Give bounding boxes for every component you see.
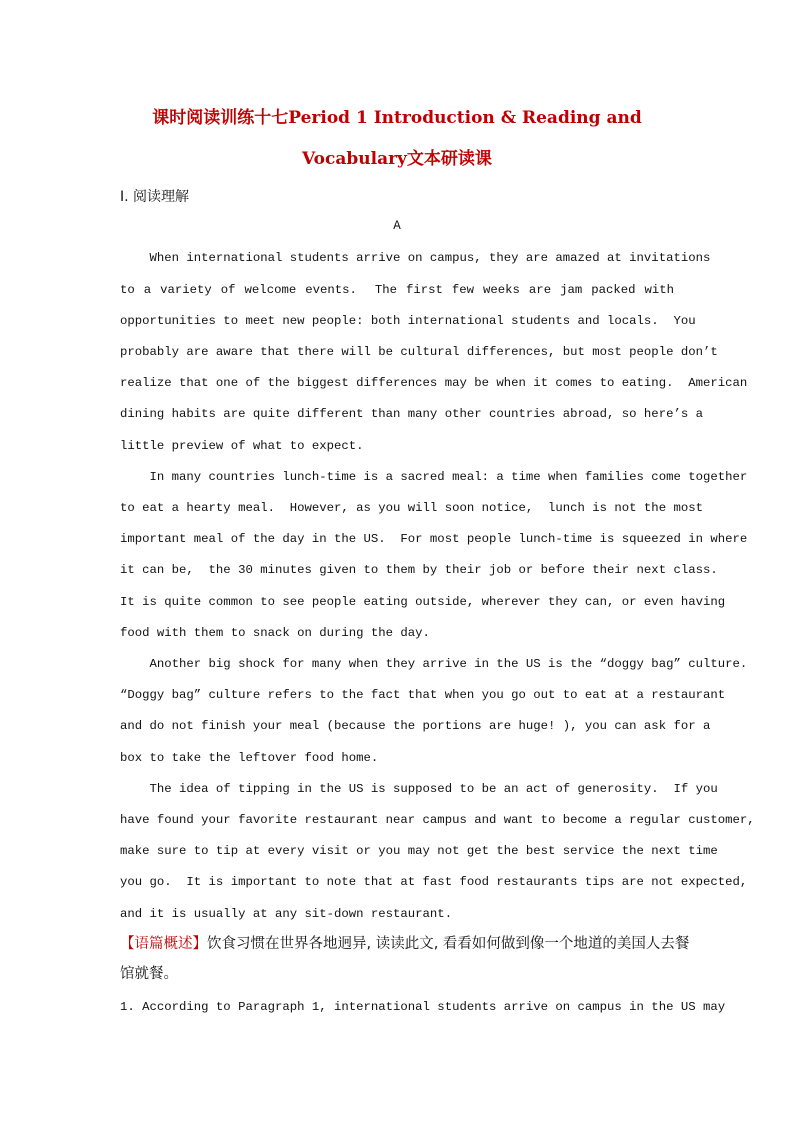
passage-line: The idea of tipping in the US is supposed to be an act of generosity. If you <box>120 782 718 796</box>
passage-label: A <box>393 219 401 233</box>
passage-line: to eat a hearty meal. However, as you will soon notice, lunch is not the most <box>120 501 703 515</box>
passage-line: food with them to snack on during the day. <box>120 626 430 640</box>
summary-line-1 <box>120 934 690 954</box>
passage-line: opportunities to meet new people: both international students and locals. You <box>120 314 696 328</box>
passage-line: and it is usually at any sit-down restaurant. <box>120 907 453 921</box>
title-line-1: 课时阅读训练十七Period 1 Introduction & Reading and <box>152 108 642 128</box>
passage-line: it can be, the 30 minutes given to them by their job or before their next class. <box>120 563 718 577</box>
passage-line: probably are aware that there will be cultural differences, but most people don’t <box>120 345 718 359</box>
passage-line: to a variety of welcome events. The first few weeks are jam packed with <box>120 283 674 297</box>
passage-line: When international students arrive on campus, they are amazed at invitations <box>120 251 711 265</box>
summary-line-2: 馆就餐。 <box>120 966 178 982</box>
passage-line: important meal of the day in the US. For most people lunch-time is squeezed in where <box>120 532 748 546</box>
passage-line: little preview of what to expect. <box>120 439 364 453</box>
passage-line: “Doggy bag” culture refers to the fact that when you go out to eat at a restaurant <box>120 688 726 702</box>
section-heading: Ⅰ. 阅读理解 <box>120 189 190 205</box>
summary-text: 饮食习惯在世界各地迥异, 读读此文, 看看如何做到像一个地道的美国人去餐 <box>207 936 690 952</box>
passage-line: It is quite common to see people eating outside, wherever they can, or even having <box>120 595 726 609</box>
title-line-2: Vocabulary文本研读课 <box>302 149 492 169</box>
passage-line: Another big shock for many when they arrive in the US is the “doggy bag” culture. <box>120 657 748 671</box>
passage-line: dining habits are quite different than many other countries abroad, so here’s a <box>120 407 703 421</box>
passage-line: make sure to tip at every visit or you may not get the best service the next time <box>120 844 718 858</box>
question-1: 1. According to Paragraph 1, international students arrive on campus in the US may <box>120 1000 726 1014</box>
passage-line: you go. It is important to note that at fast food restaurants tips are not expected, <box>120 875 748 889</box>
summary-tag: 【语篇概述】 <box>120 936 207 952</box>
passage-line: In many countries lunch-time is a sacred meal: a time when families come together <box>120 470 748 484</box>
passage-line: realize that one of the biggest differences may be when it comes to eating. American <box>120 376 748 390</box>
passage-line: and do not finish your meal (because the portions are huge! ), you can ask for a <box>120 719 711 733</box>
passage-line: box to take the leftover food home. <box>120 751 379 765</box>
passage-line: have found your favorite restaurant near campus and want to become a regular customer, <box>120 813 755 827</box>
